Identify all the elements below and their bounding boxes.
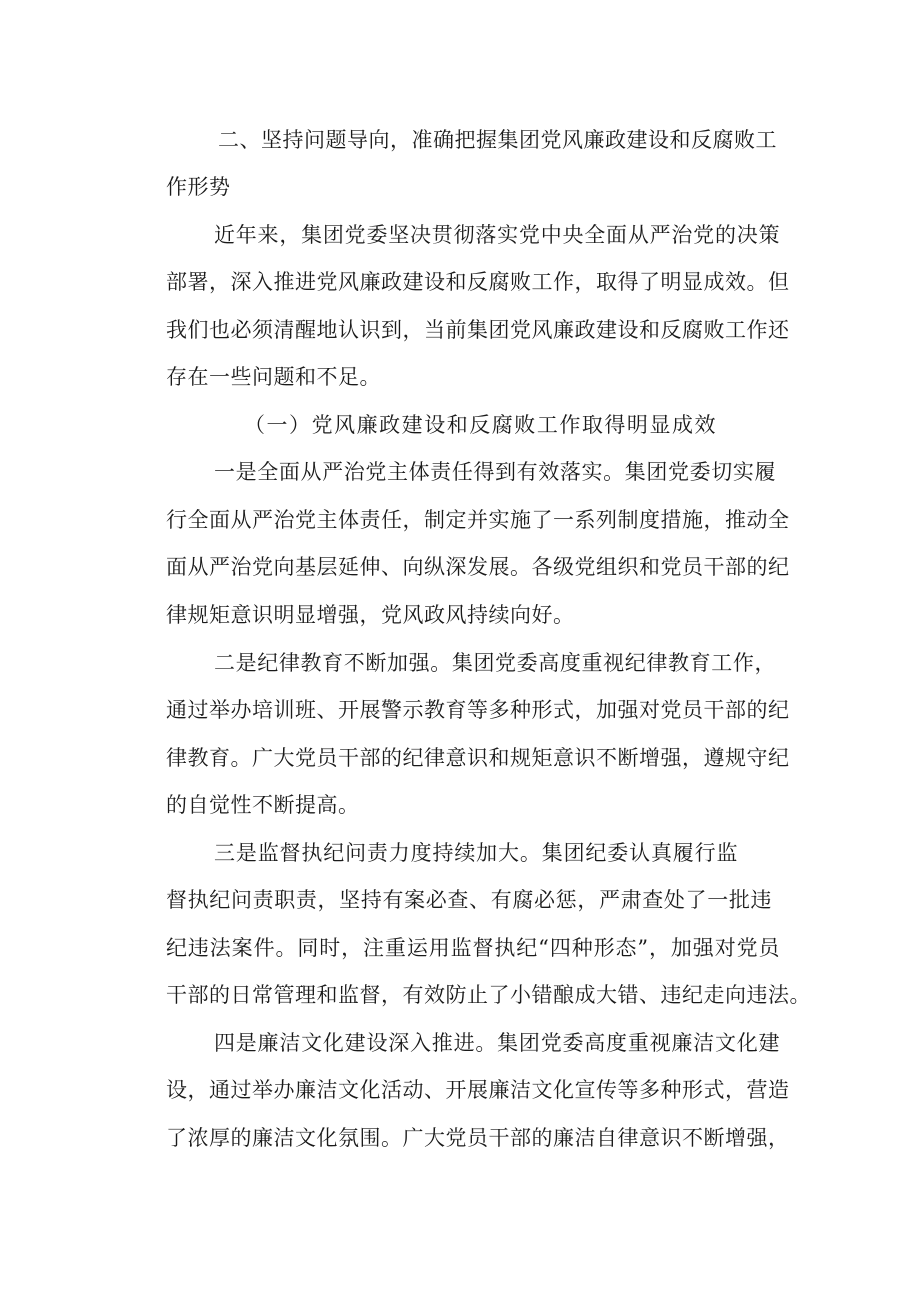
- paragraph-line: 四是廉洁文化建设深入推进。集团党委高度重视廉洁文化建: [214, 1031, 780, 1055]
- section-heading-line-1: 二、坚持问题导向，准确把握集团党风廉政建设和反腐败工: [218, 128, 777, 152]
- subsection-heading: （一）党风廉政建设和反腐败工作取得明显成效: [244, 413, 716, 437]
- paragraph-line: 三是监督执纪问责力度持续加大。集团纪委认真履行监: [214, 841, 738, 865]
- section-heading-line-2: 作形势: [166, 175, 231, 199]
- paragraph-line: 面从严治党向基层延伸、向纵深发展。各级党组织和党员干部的纪: [166, 555, 790, 579]
- paragraph-line: 我们也必须清醒地认识到，当前集团党风廉政建设和反腐败工作还: [166, 318, 790, 342]
- paragraph-line: 一是全面从严治党主体责任得到有效落实。集团党委切实履: [214, 460, 776, 484]
- paragraph-line: 近年来，集团党委坚决贯彻落实党中央全面从严治党的决策: [214, 223, 780, 247]
- paragraph-line: 存在一些问题和不足。: [166, 365, 381, 389]
- paragraph-line: 的自觉性不断提高。: [166, 793, 360, 817]
- paragraph-line: 律教育。广大党员干部的纪律意识和规矩意识不断增强，遵规守纪: [166, 746, 790, 770]
- paragraph-line: 二是纪律教育不断加强。集团党委高度重视纪律教育工作，: [214, 651, 776, 675]
- paragraph-line: 了浓厚的廉洁文化氛围。广大党员干部的廉洁自律意识不断增强，: [166, 1126, 790, 1150]
- paragraph-line: 纪违法案件。同时，注重运用监督执纪“四种形态”，加强对党员: [166, 936, 780, 960]
- paragraph-line: 部署，深入推进党风廉政建设和反腐败工作，取得了明显成效。但: [166, 270, 790, 294]
- paragraph-line: 律规矩意识明显增强，党风政风持续向好。: [166, 603, 575, 627]
- paragraph-line: 设，通过举办廉洁文化活动、开展廉洁文化宣传等多种形式，营造: [166, 1078, 790, 1102]
- paragraph-line: 行全面从严治党主体责任，制定并实施了一系列制度措施，推动全: [166, 508, 790, 532]
- paragraph-line: 干部的日常管理和监督，有效防止了小错酿成大错、违纪走向违法。: [166, 983, 811, 1007]
- paragraph-line: 督执纪问责职责，坚持有案必查、有腐必惩，严肃查处了一批违: [166, 888, 772, 912]
- paragraph-line: 通过举办培训班、开展警示教育等多种形式，加强对党员干部的纪: [166, 698, 790, 722]
